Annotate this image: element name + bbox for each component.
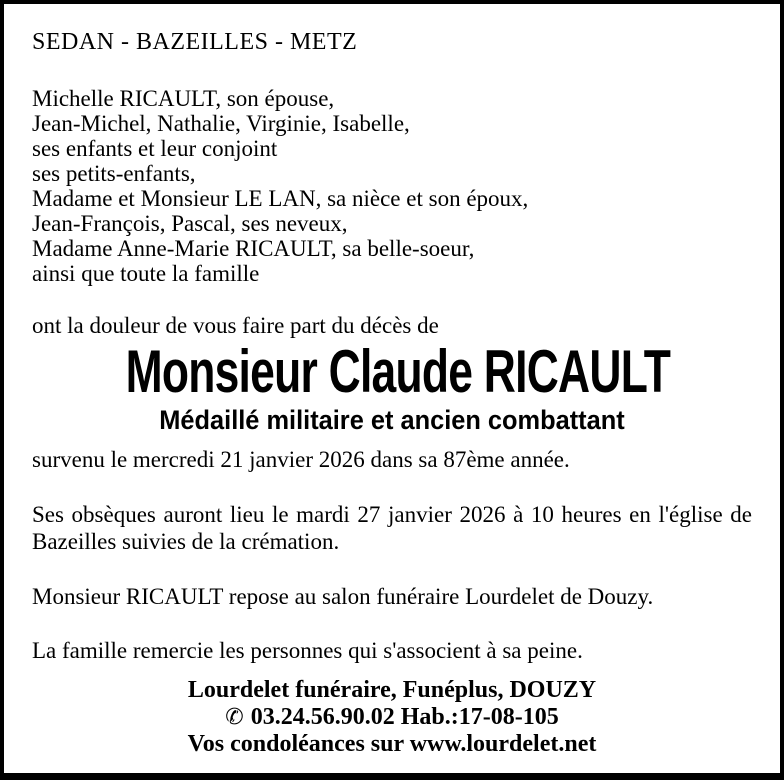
funeral-home-footer — [32, 677, 752, 758]
family-line: Madame et Monsieur LE LAN, sa nièce et son époux, — [32, 186, 529, 211]
funeral-home-name: Lourdelet funéraire, Funéplus, DOUZY — [187, 677, 597, 703]
announcement-line: ont la douleur de vous faire part du décès de — [32, 313, 439, 338]
deceased-name: Monsieur Claude RICAULT — [125, 338, 671, 405]
family-line: Jean-François, Pascal, ses neveux, — [32, 211, 348, 236]
family-line: Michelle RICAULT, son épouse, — [32, 86, 335, 111]
family-line: ses enfants et leur conjoint — [32, 136, 278, 161]
repose-line: Monsieur RICAULT repose au salon funéraire Lourdelet de Douzy. — [32, 584, 654, 609]
thanks-line: La famille remercie les personnes qui s'associent à sa peine. — [32, 638, 583, 663]
family-line: ses petits-enfants, — [32, 161, 196, 186]
phone-line — [32, 704, 752, 731]
family-line: Jean-Michel, Nathalie, Virginie, Isabelle, — [32, 111, 410, 136]
family-line: Madame Anne-Marie RICAULT, sa belle-soeur, — [32, 236, 475, 261]
notice-content — [4, 4, 780, 758]
family-block — [32, 86, 752, 286]
condolences-website-line: Vos condoléances sur www.lourdelet.net — [187, 731, 597, 757]
funeral-details-paragraph: Ses obsèques auront lieu le mardi 27 janvier 2026 à 10 heures en l'église de Bazeilles suivies de la crémation. — [32, 502, 752, 554]
family-line: ainsi que toute la famille — [32, 261, 260, 286]
phone-icon: ✆ — [225, 705, 244, 730]
phone-number: 03.24.56.90.02 Hab.:17-08-105 — [250, 704, 559, 730]
region-line: SEDAN - BAZEILLES - METZ — [32, 29, 358, 55]
death-date-line: survenu le mercredi 21 janvier 2026 dans sa 87ème année. — [32, 447, 570, 472]
deceased-title: Médaillé militaire et ancien combattant — [159, 405, 625, 435]
